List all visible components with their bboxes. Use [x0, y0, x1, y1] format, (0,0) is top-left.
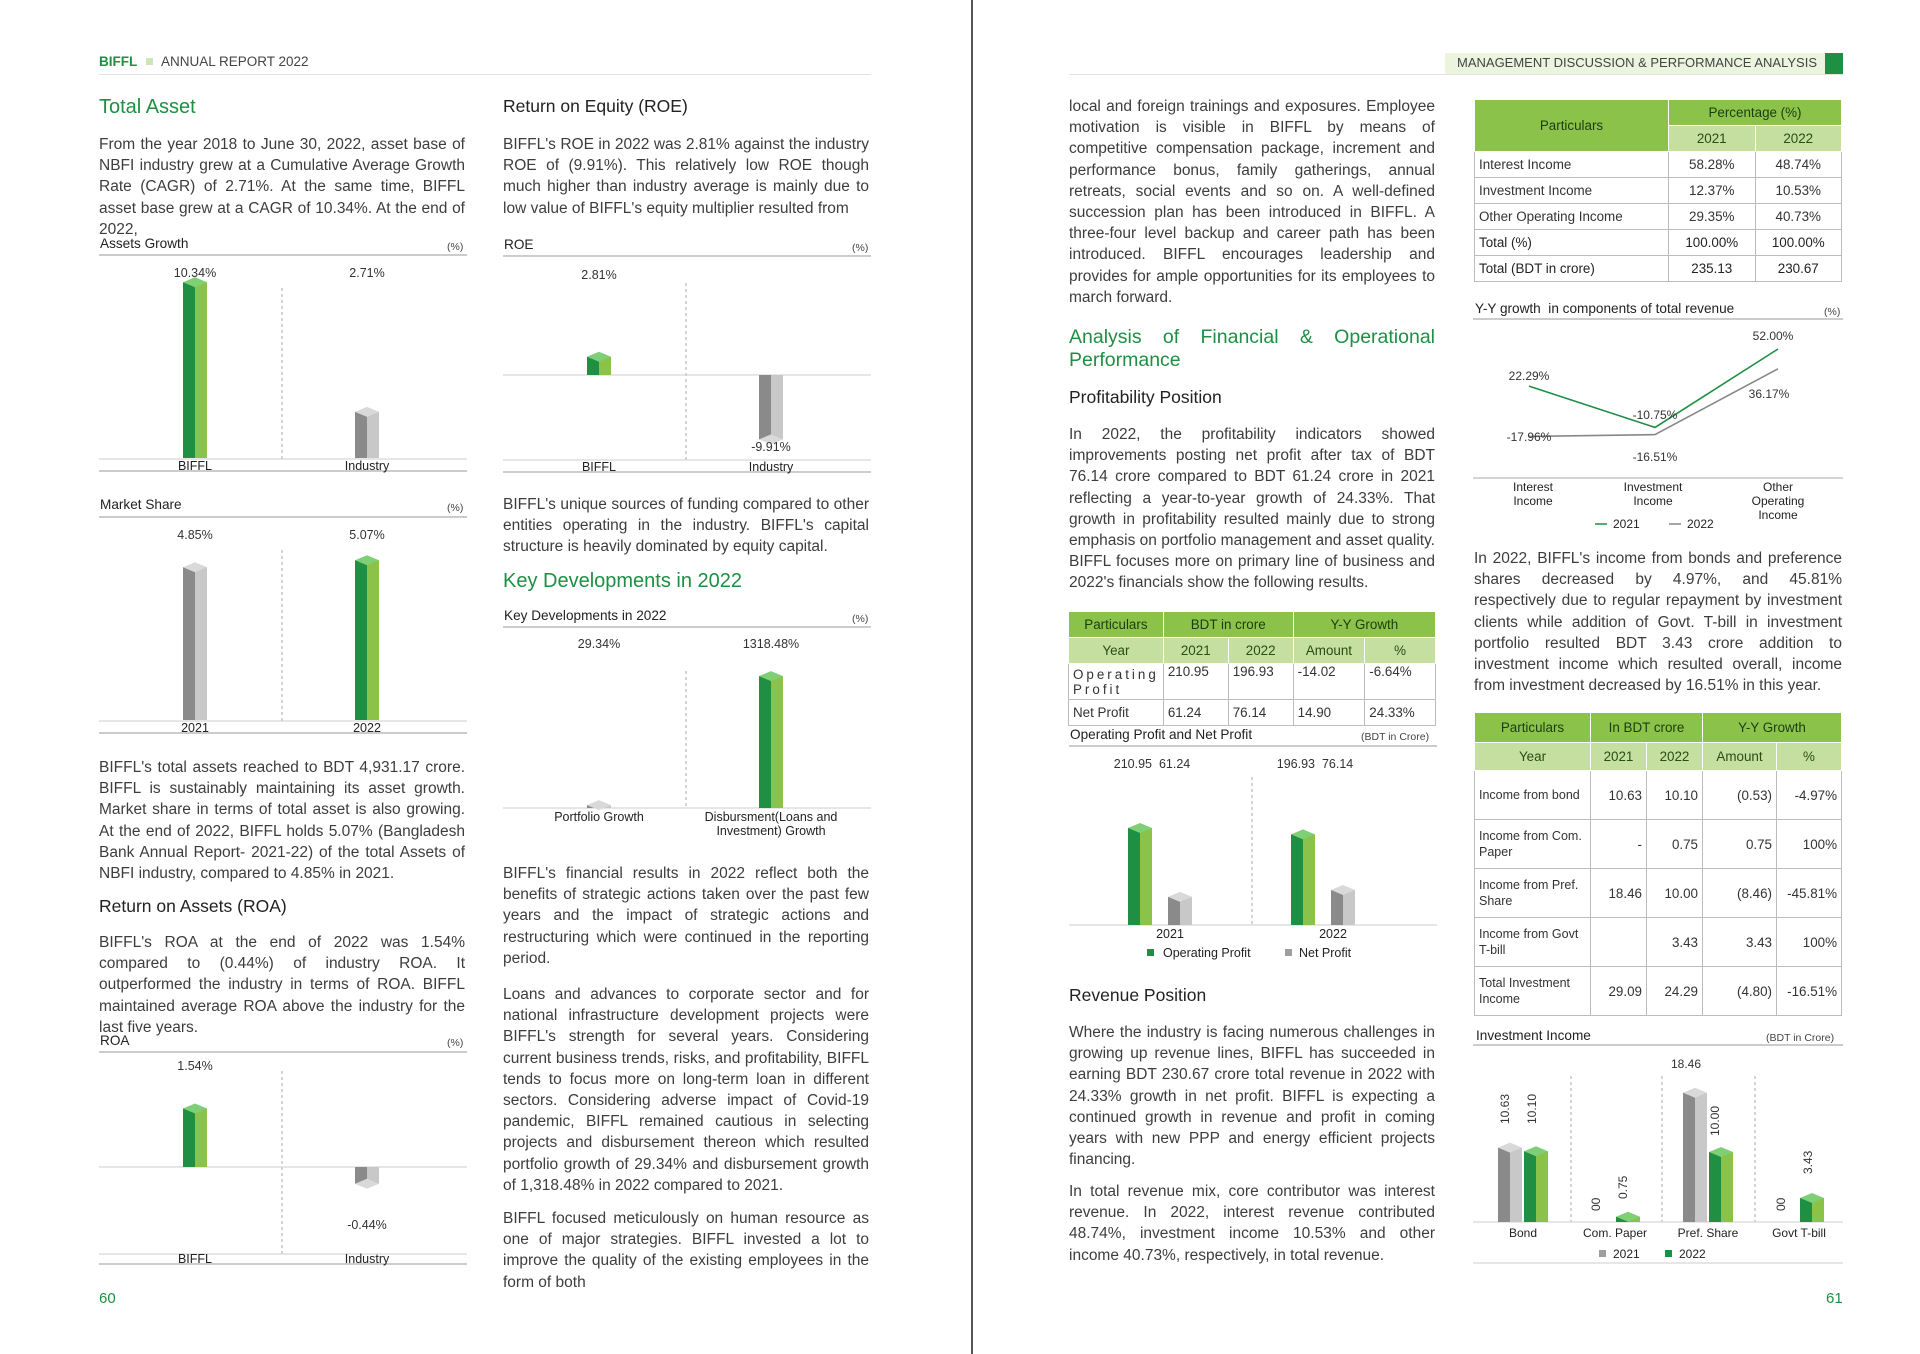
bar-operating-profit-2021: [1128, 823, 1152, 925]
category-pref-share: Pref. Share: [1677, 1226, 1739, 1240]
bar-portfolio: [587, 800, 611, 810]
analysis-heading: Analysis of Financial & Operational Performance: [1069, 326, 1435, 371]
yy-growth-chart-title: Y-Y growth in components of total revenue: [1475, 301, 1735, 316]
bar-2021: [183, 562, 207, 720]
point-label-minus10.75: -10.75%: [1632, 408, 1678, 422]
legend-2021: 2021: [1613, 517, 1640, 531]
bar-label-portfolio: 29.34%: [577, 637, 621, 651]
category-industry: Industry: [748, 460, 794, 474]
table-row: Income from Govt T-bill 3.43 3.43 100%: [1475, 918, 1842, 967]
table-row: Total (%) 100.00% 100.00%: [1475, 230, 1842, 256]
bar-label-industry: -9.91%: [751, 440, 791, 454]
legend-swatch-2022: [1665, 1250, 1672, 1257]
table-row: Other Operating Income 29.35% 40.73%: [1475, 204, 1842, 230]
legend-operating-profit: Operating Profit: [1163, 946, 1251, 960]
bar-net-profit-2022: [1331, 885, 1355, 925]
bar-biffl: [183, 277, 207, 458]
category-biffl: BIFFL: [581, 460, 617, 474]
legend-swatch-2021: [1599, 1250, 1606, 1257]
category-portfolio: Portfolio Growth: [554, 810, 644, 824]
top-label-2022: 196.93 76.14: [1276, 757, 1354, 771]
bar-label-disbursement: 1318.48%: [742, 637, 800, 651]
profitability-heading: Profitability Position: [1069, 387, 1222, 407]
section-title: MANAGEMENT DISCUSSION & PERFORMANCE ANALYSIS: [1457, 55, 1817, 70]
bar-2022-2: [1709, 1147, 1733, 1222]
bar-industry: [355, 1167, 379, 1189]
profitability-paragraph: In 2022, the profitability indicators showed improvements posting net profit after tax of BDT 76.14 crore compared to BDT 61.24 crore in 2021 reflecting a year-to-year growth of 24.33%. That growth in profitability resulted mainly due to strong emphasis on portfolio management and asset quality. BIFFL focuses more on primary line of business and 2022's financials show the following results.: [1069, 426, 1435, 592]
total-asset-heading: Total Asset: [99, 96, 196, 118]
bar-industry: [355, 407, 379, 458]
brand-name: BIFFL: [99, 54, 138, 69]
header-rule: [99, 74, 871, 75]
bar-operating-profit-2022: [1291, 829, 1315, 925]
assets-growth-title: Assets Growth: [100, 236, 189, 251]
point-label-36.17: 36.17%: [1748, 387, 1790, 401]
assets-growth-chart: [99, 254, 467, 474]
category-industry: Industry: [344, 459, 390, 473]
op-profit-chart-unit: (BDT in Crore): [1361, 731, 1430, 743]
loans-paragraph: Loans and advances to corporate sector and for national infrastructure development projects were BIFFL's strength for several years. Considering current business trends, risks, and profitability, BIFFL tends to focus more on long-term loan in different sectors. Considering adverse impact of Covid-19 pandemic, BIFFL remained cautious in selecting projects and disbursement thereon which resulted portfolio growth of 29.34% and disbursement growth of 1,318.48% in 2022 compared to 2021.: [503, 986, 869, 1194]
funding-paragraph: BIFFL's unique sources of funding compared to other entities operating in the industry. BIFFL's capital structure is heavily dominated by equity capital.: [503, 496, 869, 556]
revenue-percentage-table: Particulars Percentage (%) 2021 2022 Interest Income 58.28% 48.74% Investment Income 12.37% 10.53% Other Operating Income 29.35% 40.73% Total (%) 100.00% 100.00% Total (BDT in crore) 235.13 230.67: [1474, 99, 1842, 282]
category-biffl: BIFFL: [177, 459, 213, 473]
label-pref-2021: 18.46: [1670, 1057, 1702, 1071]
roa-paragraph: BIFFL's ROA at the end of 2022 was 1.54% compared to (0.44%) of industry ROA. It outperformed the industry in terms of ROA. BIFFL maintained average ROA above the industry for the last five years.: [99, 934, 465, 1036]
category-govt-tbill: Govt T-bill: [1772, 1226, 1826, 1240]
label-cp-2021: 00: [1589, 1197, 1603, 1211]
category-biffl: BIFFL: [177, 1252, 213, 1266]
roa-chart-unit: (%): [447, 1037, 464, 1049]
revenue-heading: Revenue Position: [1069, 985, 1207, 1005]
bar-label-2022: 5.07%: [349, 528, 385, 542]
table-row: Net Profit 61.24 76.14 14.90 24.33%: [1069, 700, 1436, 726]
roe-chart-title: ROE: [504, 237, 534, 252]
financial-results-paragraph: BIFFL's financial results in 2022 reflect both the benefits of strategic actions taken over the past few years and the impact of strategic actions and restructuring which were continued in the reporting period.: [503, 865, 869, 967]
yy-growth-chart: [1473, 318, 1843, 538]
op-profit-chart: [1069, 745, 1437, 967]
roe-chart: [503, 255, 871, 477]
label-govt-2021: 00: [1774, 1197, 1788, 1211]
key-developments-chart-title: Key Developments in 2022: [504, 608, 667, 623]
point-label-minus16.51: -16.51%: [1632, 450, 1678, 464]
left-page-header: [99, 52, 871, 76]
table-row: Income from Pref. Share 18.46 10.00 (8.46) -45.81%: [1475, 869, 1842, 918]
label-pref-2022: 10.00: [1708, 1105, 1722, 1136]
bar-label-biffl: 2.81%: [581, 268, 617, 282]
report-title: ANNUAL REPORT 2022: [161, 54, 309, 69]
roa-chart: [99, 1051, 467, 1273]
bar-net-profit-2021: [1168, 892, 1192, 925]
market-share-chart: [99, 516, 467, 738]
roe-chart-unit: (%): [852, 242, 869, 254]
yy-category-labels: Interest Income Investment Income Other Operating Income: [1512, 480, 1805, 522]
bar-2022-0: [1524, 1146, 1548, 1222]
roe-heading: Return on Equity (ROE): [503, 96, 688, 116]
bar-label-biffl: 1.54%: [177, 1059, 213, 1073]
employee-paragraph: local and foreign trainings and exposures. Employee motivation is visible in BIFFL by means of competitive compensation package, increment and performance bonus, family gatherings, annual retreats, social events and so on. A well-defined succession plan has been introduced in BIFFL. A three-four level backup and career path has been introduced. BIFFL encourages leadership and provides for ample opportunities for its employees to march forward.: [1069, 98, 1435, 306]
total-assets-paragraph: BIFFL's total assets reached to BDT 4,931.17 crore. BIFFL is sustainably maintaining its asset growth. Market share in terms of total asset is also growing. At the end of 2022, BIFFL holds 5.07% (Bangladesh Bank Annual Report- 2021-22) of the total Assets of NBFI industry, compared to 4.85% in 2021.: [99, 759, 465, 883]
table-row: Investment Income 12.37% 10.53%: [1475, 178, 1842, 204]
investment-income-table: Particulars In BDT crore Y-Y Growth Year 2021 2022 Amount % Income from bond 10.63 10.10 (0.53) -4.97% Income from Com. Paper - 0.75 0.75 100% Income from Pref. Share 18.46 10.00 (8.46) -45.81% Income from Govt T-bill 3.43 3.43 100% Total Investment Income 29.09 24.29 (4.80) -16.51%: [1474, 712, 1842, 1016]
table-row: Operating Profit 210.95 196.93 -14.02 -6.64%: [1069, 664, 1436, 700]
label-cp-2022: 0.75: [1616, 1175, 1630, 1199]
key-developments-chart: [503, 626, 871, 848]
bar-biffl: [183, 1103, 207, 1167]
legend-2022: 2022: [1687, 517, 1714, 531]
header-rule: [1069, 74, 1843, 75]
category-2021: 2021: [181, 721, 209, 735]
header-bullet: [146, 58, 153, 65]
category-com-paper: Com. Paper: [1582, 1226, 1648, 1240]
bar-label-industry: -0.44%: [347, 1218, 387, 1232]
category-disbursement: Disbursment(Loans and Investment) Growth: [704, 810, 838, 838]
total-asset-paragraph: From the year 2018 to June 30, 2022, asset base of NBFI industry grew at a Cumulative Average Growth Rate (CAGR) of 2.71%. At the same time, BIFFL asset base grew at a CAGR of 10.34%. At the end of 2022,: [99, 136, 465, 238]
legend-net-profit: Net Profit: [1299, 946, 1352, 960]
roe-paragraph: BIFFL's ROE in 2022 was 2.81% against the industry ROE of (9.91%). This relatively low ROE though much higher than industry average is mainly due to low value of BIFFL's equity multiplier resulted from: [503, 136, 869, 217]
bar-2022-3: [1800, 1193, 1824, 1222]
bar-label-biffl: 10.34%: [173, 266, 217, 280]
header-green-block: [1825, 53, 1843, 74]
table-row: Total Investment Income 29.09 24.29 (4.80) -16.51%: [1475, 967, 1842, 1016]
investment-chart-title: Investment Income: [1476, 1028, 1591, 1043]
revenue-paragraph-2: In total revenue mix, core contributor was interest revenue. In 2022, interest revenue contributed 48.74%, investment income 10.53% and other income 40.73%, respectively, in total revenue.: [1069, 1183, 1435, 1264]
page-number-left: 60: [99, 1290, 116, 1307]
bar-biffl: [587, 352, 611, 375]
bar-industry: [759, 375, 783, 444]
label-bond-2021: 10.63: [1498, 1093, 1512, 1124]
category-industry: Industry: [344, 1252, 390, 1266]
hr-paragraph: BIFFL focused meticulously on human resource as one of major strategies. BIFFL invested a lot to improve the quality of the existing employees in the form of both: [503, 1210, 869, 1291]
table-row: Income from Com. Paper - 0.75 0.75 100%: [1475, 820, 1842, 869]
investment-income-chart: [1473, 1044, 1843, 1264]
bar-disbursment(loans: [759, 671, 783, 808]
point-label-22.29: 22.29%: [1508, 369, 1550, 383]
legend-2021: 2021: [1613, 1247, 1640, 1261]
key-developments-heading: Key Developments in 2022: [503, 570, 743, 592]
roa-heading: Return on Assets (ROA): [99, 896, 287, 916]
page-spine: [971, 0, 973, 1354]
bar-label-industry: 2.71%: [349, 266, 385, 280]
market-share-unit: (%): [447, 502, 464, 514]
table-row: Income from bond 10.63 10.10 (0.53) -4.97%: [1475, 771, 1842, 820]
key-developments-chart-unit: (%): [852, 613, 869, 625]
top-label-2021: 210.95 61.24: [1113, 757, 1191, 771]
investment-chart-unit: (BDT in Crore): [1766, 1032, 1835, 1044]
category-bond: Bond: [1508, 1226, 1538, 1240]
op-profit-chart-title: Operating Profit and Net Profit: [1070, 727, 1253, 742]
category-2021: 2021: [1156, 927, 1184, 941]
legend-2022: 2022: [1679, 1247, 1706, 1261]
right-page-header: [1069, 52, 1843, 76]
category-2022: 2022: [1319, 927, 1347, 941]
bar-2022-1: [1616, 1212, 1640, 1222]
market-share-title: Market Share: [100, 497, 182, 512]
table-row: Total (BDT in crore) 235.13 230.67: [1475, 256, 1842, 282]
bar-2021-2: [1683, 1088, 1707, 1222]
profitability-table: Particulars BDT in crore Y-Y Growth Year 2021 2022 Amount % Operating Profit 210.95 196.93 -14.02 -6.64% Net Profit 61.24 76.14 14.90 24.33%: [1068, 611, 1436, 726]
point-label-minus17.96: -17.96%: [1506, 430, 1552, 444]
page-number-right: 61: [1826, 1290, 1843, 1307]
income-paragraph: In 2022, BIFFL's income from bonds and preference shares decreased by 4.97%, and 45.81% respectively due to regular repayment by investment clients while addition of Govt. T-bill in investment portfolio resulted BDT 3.43 crore addition to investment income which resulted overall, income from investment decreased by 16.51% in this year.: [1474, 550, 1842, 695]
category-2022: 2022: [353, 721, 381, 735]
revenue-paragraph-1: Where the industry is facing numerous challenges in growing up revenue lines, BIFFL has succeeded in earning BDT 230.67 crore total revenue in 2022 with 24.33% growth in net profit. BIFFL is expecting a continued growth in revenue and profit in coming years with new PPP and energy efficient projects financing.: [1069, 1024, 1435, 1169]
bar-2021-0: [1498, 1143, 1522, 1222]
point-label-52.00: 52.00%: [1752, 329, 1794, 343]
label-govt-2022: 3.43: [1801, 1150, 1815, 1174]
bar-2022: [355, 555, 379, 720]
legend-swatch-operating: [1147, 949, 1154, 956]
yy-growth-chart-unit: (%): [1824, 306, 1841, 318]
assets-growth-unit: (%): [447, 241, 464, 253]
legend-swatch-net: [1285, 949, 1292, 956]
bar-label-2021: 4.85%: [177, 528, 213, 542]
table-row: Interest Income 58.28% 48.74%: [1475, 152, 1842, 178]
roa-chart-title: ROA: [100, 1033, 130, 1048]
label-bond-2022: 10.10: [1525, 1093, 1539, 1124]
